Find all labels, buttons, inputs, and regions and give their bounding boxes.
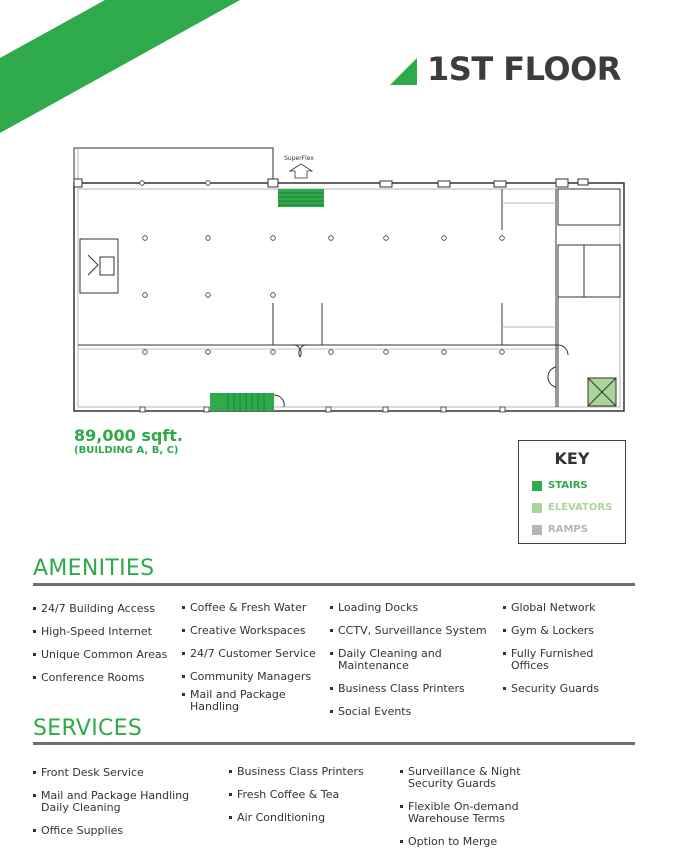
green-corner-band [0, 0, 250, 140]
building-list: (BUILDING A, B, C) [74, 445, 179, 456]
list-item: Daily Cleaning and Maintenance [330, 648, 455, 672]
list-item: Conference Rooms [33, 672, 167, 684]
amenities-column-4 [503, 602, 623, 695]
list-item: Front Desk Service [33, 767, 218, 779]
list-item: Mail and Package Handling [182, 689, 302, 713]
list-item: 24/7 Building Access [33, 603, 167, 615]
list-item: Surveillance & Night Security Guards [400, 766, 545, 790]
list-item: Option to Merge [400, 836, 545, 848]
heading-triangle-icon [390, 58, 417, 85]
list-item: Air Conditioning [229, 812, 394, 824]
legend-item-stairs [532, 480, 588, 491]
list-item: Security Guards [503, 683, 623, 695]
stairs-bottom [210, 393, 274, 411]
elevator [588, 378, 616, 406]
list-item: Gym & Lockers [503, 625, 623, 637]
services-title: SERVICES [33, 716, 143, 741]
amenities-column-2 [182, 602, 327, 713]
legend-item-ramps [532, 524, 588, 535]
list-item: Fully Furnished Offices [503, 648, 603, 672]
legend-title: KEY [554, 449, 590, 468]
list-item: Creative Workspaces [182, 625, 327, 637]
elevators-swatch [532, 503, 542, 513]
list-item: Community Managers [182, 671, 327, 683]
legend-label: STAIRS [548, 480, 588, 491]
services-divider [33, 742, 635, 745]
list-item: Business Class Printers [330, 683, 500, 695]
legend-label: RAMPS [548, 524, 588, 535]
list-item: Coffee & Fresh Water [182, 602, 327, 614]
stairs-swatch [532, 481, 542, 491]
list-item: Business Class Printers [229, 766, 394, 778]
list-item: Social Events [330, 706, 500, 718]
list-item: Office Supplies [33, 825, 218, 837]
floor-area: 89,000 sqft. [74, 426, 183, 445]
page-title: 1ST FLOOR [427, 50, 621, 88]
stairs-top [278, 189, 324, 207]
legend [518, 440, 626, 544]
services-column-3 [400, 766, 545, 848]
list-item: Global Network [503, 602, 623, 614]
amenities-column-3 [330, 602, 500, 718]
entrance-arrow-icon [290, 164, 312, 178]
ramps-swatch [532, 525, 542, 535]
services-column-1 [33, 767, 218, 837]
list-item: Mail and Package Handling Daily Cleaning [33, 790, 208, 814]
legend-item-elevators [532, 502, 612, 513]
list-item: Loading Docks [330, 602, 500, 614]
list-item: High-Speed Internet [33, 626, 167, 638]
floor-heading [390, 50, 621, 88]
list-item: CCTV, Surveillance System [330, 625, 500, 637]
amenities-divider [33, 583, 635, 586]
superflex-label: SuperFlex [284, 155, 314, 162]
amenities-title: AMENITIES [33, 556, 155, 581]
list-item: Unique Common Areas [33, 649, 167, 661]
services-column-2 [229, 766, 394, 824]
legend-label: ELEVATORS [548, 502, 613, 513]
floor-plan [70, 145, 630, 420]
list-item: Flexible On-demand Warehouse Terms [400, 801, 545, 825]
list-item: 24/7 Customer Service [182, 648, 327, 660]
list-item: Fresh Coffee & Tea [229, 789, 394, 801]
amenities-column-1 [33, 603, 167, 684]
